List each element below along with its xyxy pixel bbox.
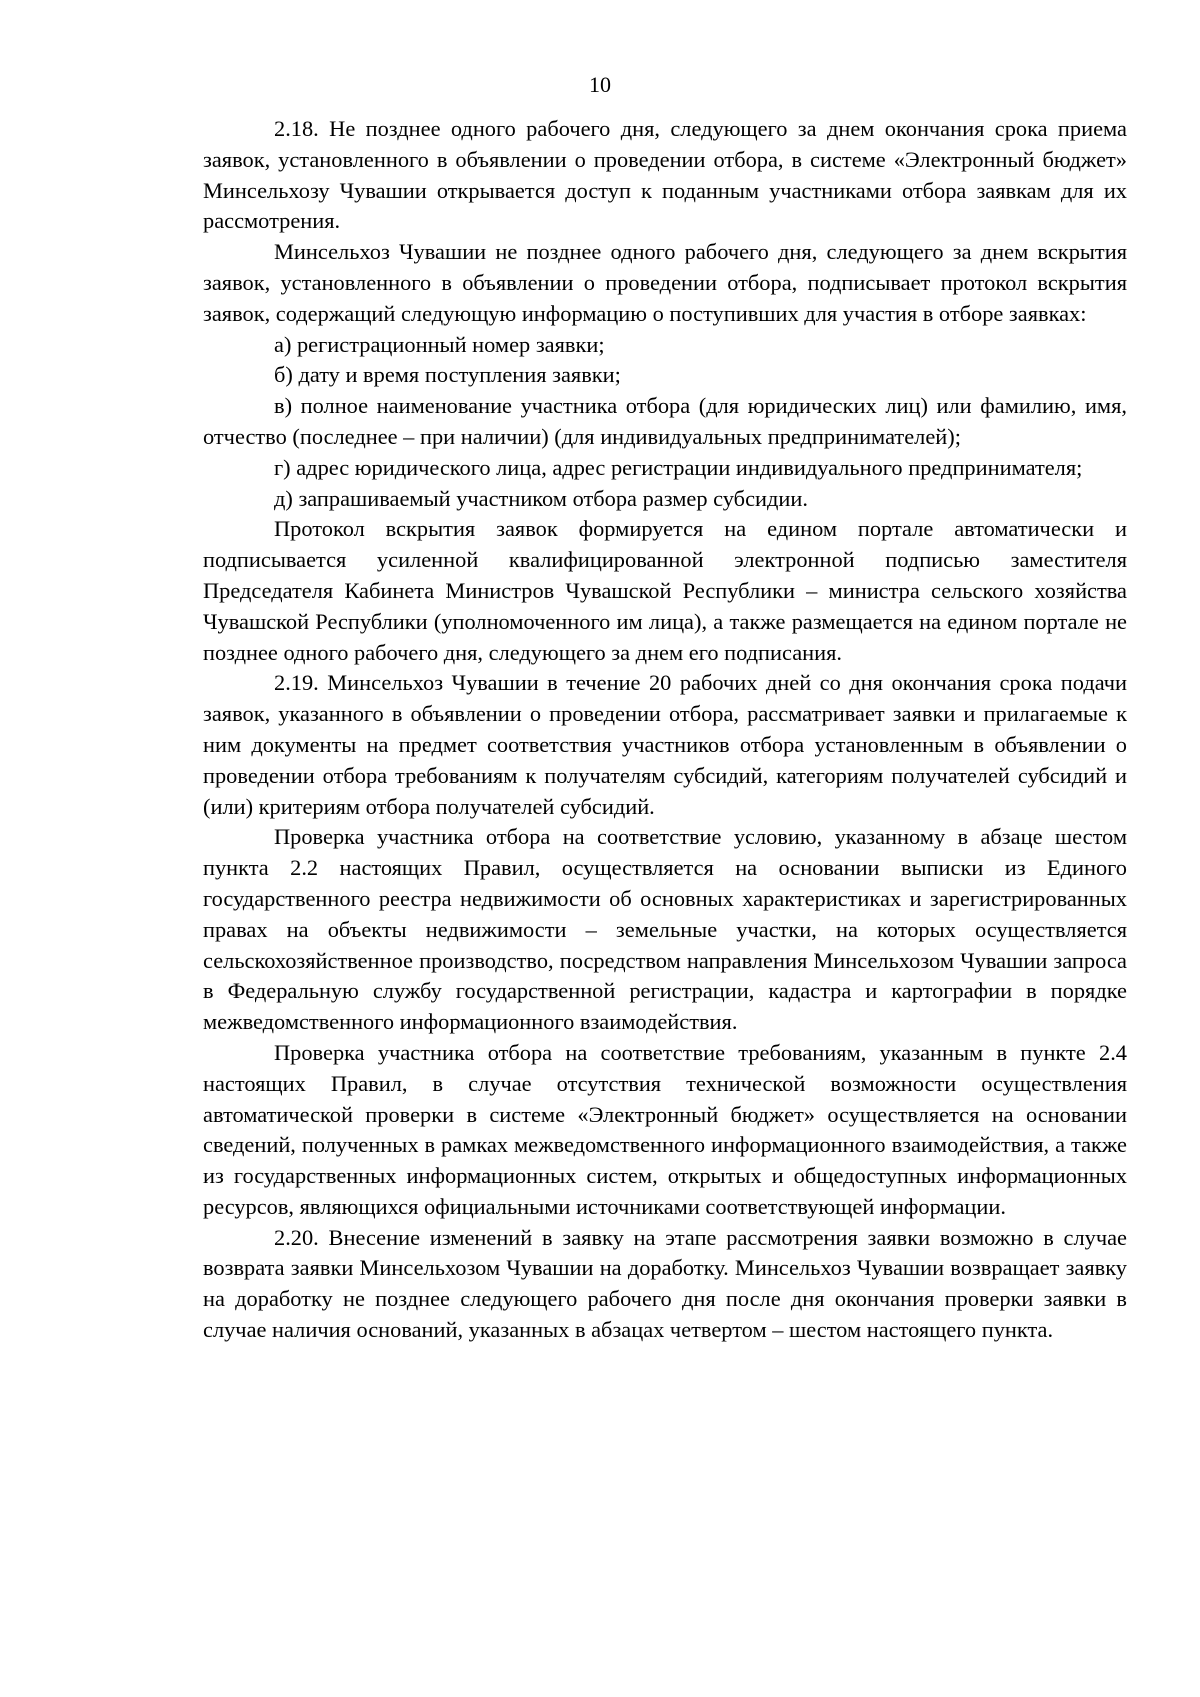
- paragraph-protocol-portal: Протокол вскрытия заявок формируется на едином портале автоматически и подписывается усиленной квалифицированной электронной подписью заместителя Председателя Кабинета Министров Чувашской Республики – министра сельского хозяйства Чувашской Республики (уполномоченного им лица), а также размещается на едином портале не позднее одного рабочего дня, следующего за днем его подписания.: [203, 516, 1127, 665]
- list-item-v: в) полное наименование участника отбора (для юридических лиц) или фамилию, имя, отчество (последнее – при наличии) (для индивидуальных предпринимателей);: [203, 393, 1127, 449]
- paragraph-2-19: 2.19. Минсельхоз Чувашии в течение 20 рабочих дней со дня окончания срока подачи заявок, указанного в объявлении о проведении отбора, рассматривает заявки и прилагаемые к ним документы на предмет соответствия участников отбора установленным в объявлении о проведении отбора требованиям к получателям субсидий, категориям получателей субсидий и (или) критериям отбора получателей субсидий.: [203, 670, 1127, 819]
- document-body: [203, 114, 1127, 1346]
- paragraph-requirements-check: Проверка участника отбора на соответствие требованиям, указанным в пункте 2.4 настоящих Правил, в случае отсутствия технической возможности осуществления автоматической проверки в системе «Электронный бюджет» осуществляется на основании сведений, полученных в рамках межведомственного информационного взаимодействия, а также из государственных информационных систем, открытых и общедоступных информационных ресурсов, являющихся официальными источниками соответствующей информации.: [203, 1039, 1127, 1219]
- page-number: 10: [589, 72, 611, 97]
- list-item-b: б) дату и время поступления заявки;: [274, 362, 621, 388]
- paragraph-protocol-signing: Минсельхоз Чувашии не позднее одного рабочего дня, следующего за днем вскрытия заявок, установленного в объявлении о проведении отбора, подписывает протокол вскрытия заявок, содержащий следующую информацию о поступивших для участия в отборе заявках:: [203, 239, 1127, 326]
- list-item-g: г) адрес юридического лица, адрес регистрации индивидуального предпринимателя;: [274, 454, 1083, 480]
- paragraph-2-18: 2.18. Не позднее одного рабочего дня, следующего за днем окончания срока приема заявок, установленного в объявлении о проведении отбора, в системе «Электронный бюджет» Минсельхозу Чувашии открывается доступ к поданным участниками отбора заявкам для их рассмотрения.: [203, 116, 1127, 234]
- paragraph-2-20: 2.20. Внесение изменений в заявку на этапе рассмотрения заявки возможно в случае возврата заявки Минсельхозом Чувашии на доработку. Минсельхоз Чувашии возвращает заявку на доработку не позднее следующего рабочего дня после дня окончания проверки заявки в случае наличия оснований, указанных в абзацах четвертом – шестом настоящего пункта.: [203, 1224, 1127, 1343]
- paragraph-land-check: Проверка участника отбора на соответствие условию, указанному в абзаце шестом пункта 2.2 настоящих Правил, осуществляется на основании выписки из Единого государственного реестра недвижимости об основных характеристиках и зарегистрированных правах на объекты недвижимости – земельные участки, на которых осуществляется сельскохозяйственное производство, посредством направления Минсельхозом Чувашии запроса в Федеральную службу государственной регистрации, кадастра и картографии в порядке межведомственного информационного взаимодействия.: [203, 824, 1127, 1035]
- list-item-d: д) запрашиваемый участником отбора размер субсидии.: [274, 485, 808, 511]
- list-item-a: а) регистрационный номер заявки;: [274, 331, 605, 357]
